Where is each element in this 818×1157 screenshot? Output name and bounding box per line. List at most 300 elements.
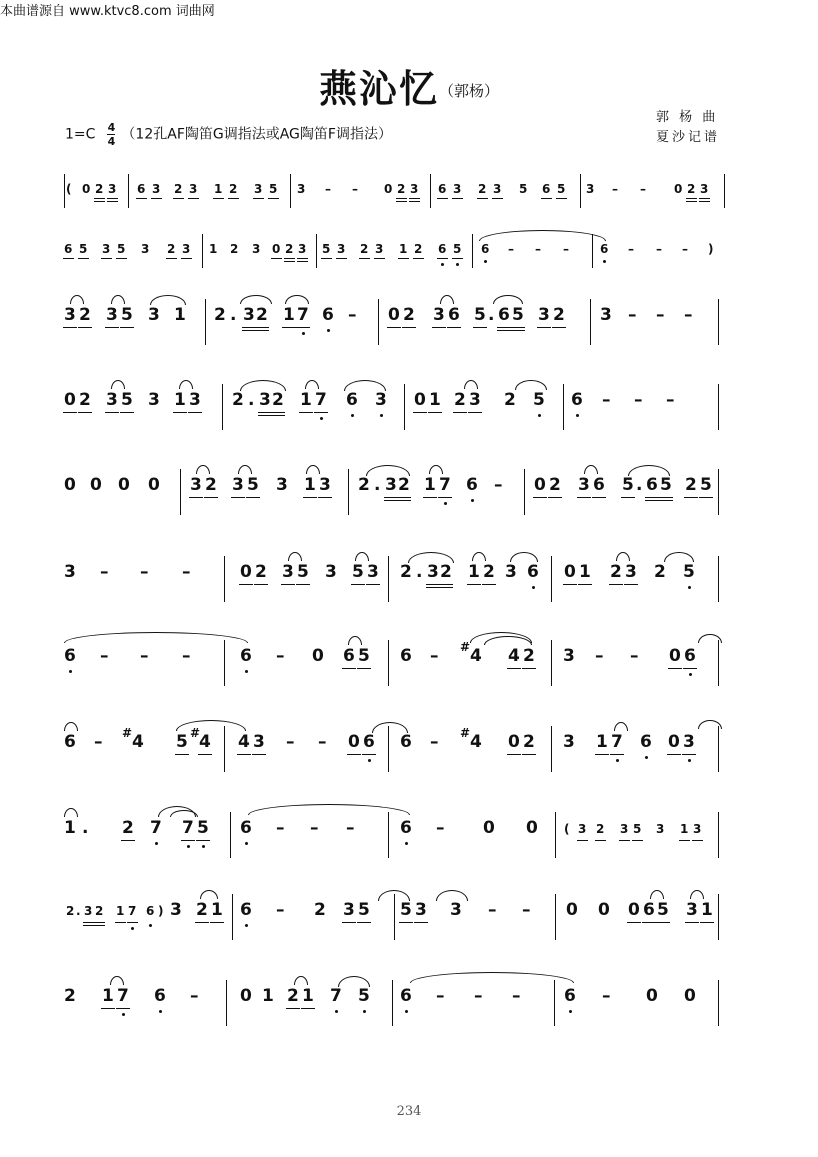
- note: 5: [533, 390, 545, 410]
- note: –: [100, 562, 109, 582]
- low-octave-dot: [569, 1010, 572, 1013]
- note: 3: [259, 390, 271, 410]
- low-octave-dot: [335, 1010, 338, 1013]
- underline: [477, 198, 488, 199]
- note: 2: [358, 475, 370, 495]
- note: 0: [628, 900, 640, 920]
- note: 3: [375, 390, 387, 410]
- note: 2: [255, 562, 267, 582]
- underline: [297, 258, 308, 259]
- low-octave-dot: [484, 260, 487, 263]
- underline: [578, 584, 592, 585]
- underline: [659, 500, 673, 501]
- underline: [699, 497, 713, 498]
- low-octave-dot: [532, 586, 535, 589]
- note: 1: [596, 732, 608, 752]
- note: –: [508, 242, 514, 256]
- underline: [253, 198, 264, 199]
- note: 3: [189, 182, 198, 196]
- underline: [413, 258, 424, 259]
- note: 2: [196, 900, 208, 920]
- note: 3: [337, 242, 346, 256]
- underline: [284, 261, 295, 262]
- note: 6: [400, 986, 412, 1006]
- underline: [533, 497, 547, 498]
- note: (: [66, 182, 72, 196]
- note: .: [488, 305, 495, 325]
- slur: [472, 552, 486, 561]
- score-row-1: [0, 160, 818, 220]
- note: –: [630, 646, 639, 666]
- barline: [718, 726, 719, 772]
- underline: [246, 497, 260, 498]
- note: 2: [230, 242, 239, 256]
- barline: [580, 174, 581, 208]
- underline: [397, 497, 411, 498]
- note: 5: [683, 562, 695, 582]
- note: 5: [622, 475, 634, 495]
- song-title-main: 燕沁忆: [318, 66, 439, 111]
- slur: [305, 380, 319, 389]
- underline: [609, 584, 623, 585]
- slur: [306, 465, 320, 474]
- note: 1: [209, 242, 218, 256]
- note: 5: [358, 900, 370, 920]
- note: 0: [82, 182, 91, 196]
- note: 5: [322, 242, 331, 256]
- underline: [342, 922, 356, 923]
- note: 5: [117, 242, 126, 256]
- note: 0: [684, 986, 696, 1006]
- barline: [554, 980, 555, 1026]
- slur: [698, 720, 722, 729]
- underline: [136, 198, 147, 199]
- underline: [402, 327, 416, 328]
- underline: [522, 668, 536, 669]
- note: 2: [454, 390, 466, 410]
- slur: [429, 465, 443, 474]
- underline: [679, 840, 690, 841]
- note: 7: [297, 305, 309, 325]
- note: 2: [483, 562, 495, 582]
- note: –: [535, 242, 541, 256]
- underline: [281, 584, 295, 585]
- note: 6: [564, 986, 576, 1006]
- note: 2: [553, 305, 565, 325]
- slur: [200, 890, 218, 899]
- underline: [271, 258, 282, 259]
- note: 0: [566, 900, 578, 920]
- barline: [232, 894, 233, 940]
- underline: [563, 584, 577, 585]
- slur: [664, 552, 694, 562]
- underline: [473, 327, 487, 328]
- note: 5: [700, 475, 712, 495]
- slur: [440, 295, 454, 304]
- underline: [366, 584, 380, 585]
- note: –: [276, 646, 285, 666]
- note: 3: [600, 305, 612, 325]
- note: 2: [256, 305, 268, 325]
- note: 3: [578, 822, 587, 836]
- note: 2: [400, 562, 412, 582]
- underline: [668, 668, 682, 669]
- low-octave-dot: [69, 670, 72, 673]
- underline: [299, 412, 313, 413]
- barline: [718, 812, 719, 858]
- note: 6: [240, 818, 252, 838]
- score-row-8: [0, 712, 818, 772]
- underline: [271, 412, 285, 413]
- underline: [255, 327, 269, 328]
- barline: [392, 980, 393, 1026]
- underline: [105, 412, 119, 413]
- note: 2: [79, 390, 91, 410]
- note: 2: [232, 390, 244, 410]
- underline: [683, 668, 697, 669]
- low-octave-dot: [441, 263, 444, 266]
- barline: [205, 299, 206, 345]
- note: –: [656, 242, 662, 256]
- time-signature: [107, 122, 115, 147]
- barline: [718, 894, 719, 940]
- note: 1: [468, 562, 480, 582]
- underline: [296, 327, 310, 328]
- note: 3: [64, 562, 76, 582]
- underline: [282, 327, 296, 328]
- note: 2: [403, 305, 415, 325]
- underline: [213, 198, 224, 199]
- barline: [551, 556, 552, 602]
- note: 3: [563, 646, 575, 666]
- underline: [624, 584, 638, 585]
- credits: [656, 108, 720, 148]
- note: 0: [388, 305, 400, 325]
- low-octave-dot: [576, 414, 579, 417]
- note: 0: [598, 900, 610, 920]
- note: .: [636, 475, 643, 495]
- note: 1: [64, 818, 76, 838]
- score-row-9: [0, 798, 818, 858]
- note: 2: [414, 242, 423, 256]
- underline: [595, 754, 609, 755]
- note: 3: [325, 562, 337, 582]
- underline: [447, 327, 461, 328]
- low-octave-dot: [159, 1010, 162, 1013]
- note: –: [348, 305, 357, 325]
- barline: [718, 384, 719, 430]
- barline: [563, 384, 564, 430]
- note: #: [460, 726, 471, 740]
- note: 4: [199, 732, 211, 752]
- underline: [656, 922, 670, 923]
- underline: [692, 840, 703, 841]
- underline: [242, 330, 256, 331]
- note: 6: [593, 475, 605, 495]
- underline: [548, 497, 562, 498]
- underline: [318, 497, 332, 498]
- note: 5: [633, 822, 642, 836]
- low-octave-dot: [320, 417, 323, 420]
- note: 6: [400, 646, 412, 666]
- underline: [237, 754, 251, 755]
- underline: [297, 261, 308, 262]
- note: –: [474, 986, 483, 1006]
- slur: [64, 808, 78, 817]
- underline: [116, 1008, 130, 1009]
- note: 2: [287, 986, 299, 1006]
- barline: [290, 174, 291, 208]
- note: 0: [240, 986, 252, 1006]
- note: 1: [424, 475, 436, 495]
- slur: [294, 976, 308, 985]
- note: 0: [348, 732, 360, 752]
- note: 0: [312, 646, 324, 666]
- barline: [230, 812, 231, 858]
- note: –: [595, 646, 604, 666]
- note: –: [286, 732, 295, 752]
- underline: [151, 198, 162, 199]
- slur: [179, 380, 193, 389]
- note: 3: [686, 900, 698, 920]
- note: –: [494, 475, 503, 495]
- note: 0: [669, 646, 681, 666]
- meter-top: 4: [107, 121, 116, 134]
- note: 3: [625, 562, 637, 582]
- score-row-6: [0, 542, 818, 602]
- note: 3: [433, 305, 445, 325]
- underline: [397, 500, 411, 501]
- underline: [258, 412, 272, 413]
- song-title: [0, 58, 818, 113]
- underline: [592, 497, 606, 498]
- barline: [378, 299, 379, 345]
- underline: [537, 327, 551, 328]
- underline: [181, 840, 195, 841]
- score-row-7: [0, 626, 818, 686]
- underline: [94, 922, 105, 923]
- note: 5: [519, 182, 528, 196]
- note: 4: [470, 732, 482, 752]
- note: 1: [701, 900, 713, 920]
- barline: [64, 174, 65, 208]
- note: 5: [400, 900, 412, 920]
- note: 3: [563, 732, 575, 752]
- barline: [388, 812, 389, 858]
- slur: [614, 722, 628, 731]
- underline: [94, 201, 105, 202]
- note: 2: [523, 646, 535, 666]
- underline: [507, 754, 521, 755]
- note: 3: [189, 390, 201, 410]
- note: 6: [64, 242, 73, 256]
- score-row-2: [0, 220, 818, 280]
- low-octave-dot: [187, 845, 190, 848]
- song-title-sub: （郭杨）: [439, 82, 500, 100]
- underline: [120, 412, 134, 413]
- note: 5: [176, 732, 188, 752]
- underline: [107, 201, 118, 202]
- note: –: [682, 242, 688, 256]
- meter-bottom: 4: [107, 135, 116, 148]
- page-number: 234: [396, 1104, 422, 1119]
- note: 1: [680, 822, 689, 836]
- note: 0: [564, 562, 576, 582]
- underline: [684, 497, 698, 498]
- note: 2: [360, 242, 369, 256]
- slur: [436, 890, 468, 901]
- note: 5: [352, 562, 364, 582]
- note: 1: [214, 182, 223, 196]
- slur: [196, 465, 210, 474]
- note: 3: [453, 182, 462, 196]
- note: 5: [453, 242, 462, 256]
- underline: [188, 412, 202, 413]
- underline: [552, 327, 566, 328]
- underline: [254, 584, 268, 585]
- note: –: [430, 646, 439, 666]
- note: –: [325, 182, 331, 196]
- barline: [724, 174, 725, 208]
- note: 3: [64, 305, 76, 325]
- note: 1: [399, 242, 408, 256]
- underline: [63, 258, 74, 259]
- underline: [210, 922, 224, 923]
- slur: [378, 890, 410, 901]
- slur: [338, 976, 370, 987]
- note: 3: [385, 475, 397, 495]
- note: 3: [586, 182, 595, 196]
- note: .: [230, 305, 237, 325]
- underline: [482, 584, 496, 585]
- underline: [497, 327, 511, 328]
- note: 1: [211, 900, 223, 920]
- underline: [399, 922, 413, 923]
- note: –: [190, 986, 199, 1006]
- slur: [650, 890, 664, 899]
- slur: [110, 976, 124, 985]
- note: 3: [152, 182, 161, 196]
- note: –: [436, 818, 445, 838]
- slur: [111, 295, 125, 304]
- note: 2: [205, 475, 217, 495]
- underline: [432, 327, 446, 328]
- note: –: [656, 305, 665, 325]
- slur: [240, 380, 286, 391]
- barline: [224, 640, 225, 686]
- note: 4: [508, 646, 520, 666]
- underline: [437, 198, 448, 199]
- note: 0: [384, 182, 393, 196]
- underline: [166, 258, 177, 259]
- underline: [414, 922, 428, 923]
- barline: [316, 234, 317, 268]
- instrument-note: （12孔AF陶笛G调指法或AG陶笛F调指法）: [121, 126, 392, 143]
- note: 3: [410, 182, 419, 196]
- note: 6: [466, 475, 478, 495]
- note: 1: [174, 305, 186, 325]
- note: 6: [137, 182, 146, 196]
- underline: [577, 840, 588, 841]
- low-octave-dot: [131, 927, 134, 930]
- note: 3: [282, 562, 294, 582]
- note: 1: [174, 390, 186, 410]
- low-octave-dot: [538, 414, 541, 417]
- underline: [409, 201, 420, 202]
- barline: [348, 469, 349, 515]
- note: 0: [64, 475, 76, 495]
- underline: [423, 497, 437, 498]
- underline: [357, 922, 371, 923]
- barline: [128, 174, 129, 208]
- note: 3: [375, 242, 384, 256]
- underline: [271, 415, 285, 416]
- note: 0: [272, 242, 281, 256]
- underline: [384, 500, 398, 501]
- barline: [551, 726, 552, 772]
- underline: [303, 497, 317, 498]
- note: 5: [197, 818, 209, 838]
- underline: [492, 198, 503, 199]
- note: –: [430, 732, 439, 752]
- underline: [189, 497, 203, 498]
- low-octave-dot: [245, 842, 248, 845]
- note: 2: [685, 475, 697, 495]
- note: 2: [214, 305, 226, 325]
- low-octave-dot: [245, 924, 248, 927]
- barline: [718, 556, 719, 602]
- slur: [616, 552, 630, 561]
- underline: [621, 497, 635, 498]
- note: 1: [283, 305, 295, 325]
- note: 3: [578, 475, 590, 495]
- note: 2: [523, 732, 535, 752]
- note: 3: [276, 475, 288, 495]
- underline: [321, 258, 332, 259]
- underline: [173, 412, 187, 413]
- note: 2: [167, 242, 176, 256]
- note: 5: [657, 900, 669, 920]
- note: #: [122, 726, 133, 740]
- note: 3: [254, 182, 263, 196]
- key-signature: [65, 122, 392, 147]
- underline: [453, 412, 467, 413]
- note: 0: [483, 818, 495, 838]
- note: 6: [643, 900, 655, 920]
- note: 3: [170, 900, 182, 920]
- underline: [196, 840, 210, 841]
- note: .: [82, 818, 89, 838]
- note: –: [628, 305, 637, 325]
- underline: [258, 415, 272, 416]
- note: 3: [232, 475, 244, 495]
- note: –: [318, 732, 327, 752]
- underline: [105, 327, 119, 328]
- slur: [176, 720, 246, 731]
- slur: [410, 972, 574, 983]
- note: 5: [557, 182, 566, 196]
- barline: [472, 234, 473, 268]
- low-octave-dot: [616, 759, 619, 762]
- note: 0: [118, 475, 130, 495]
- underline: [686, 201, 697, 202]
- barline: [388, 556, 389, 602]
- low-octave-dot: [351, 414, 354, 417]
- underline: [204, 497, 218, 498]
- slur: [240, 295, 272, 304]
- note: 3: [319, 475, 331, 495]
- note: –: [140, 562, 149, 582]
